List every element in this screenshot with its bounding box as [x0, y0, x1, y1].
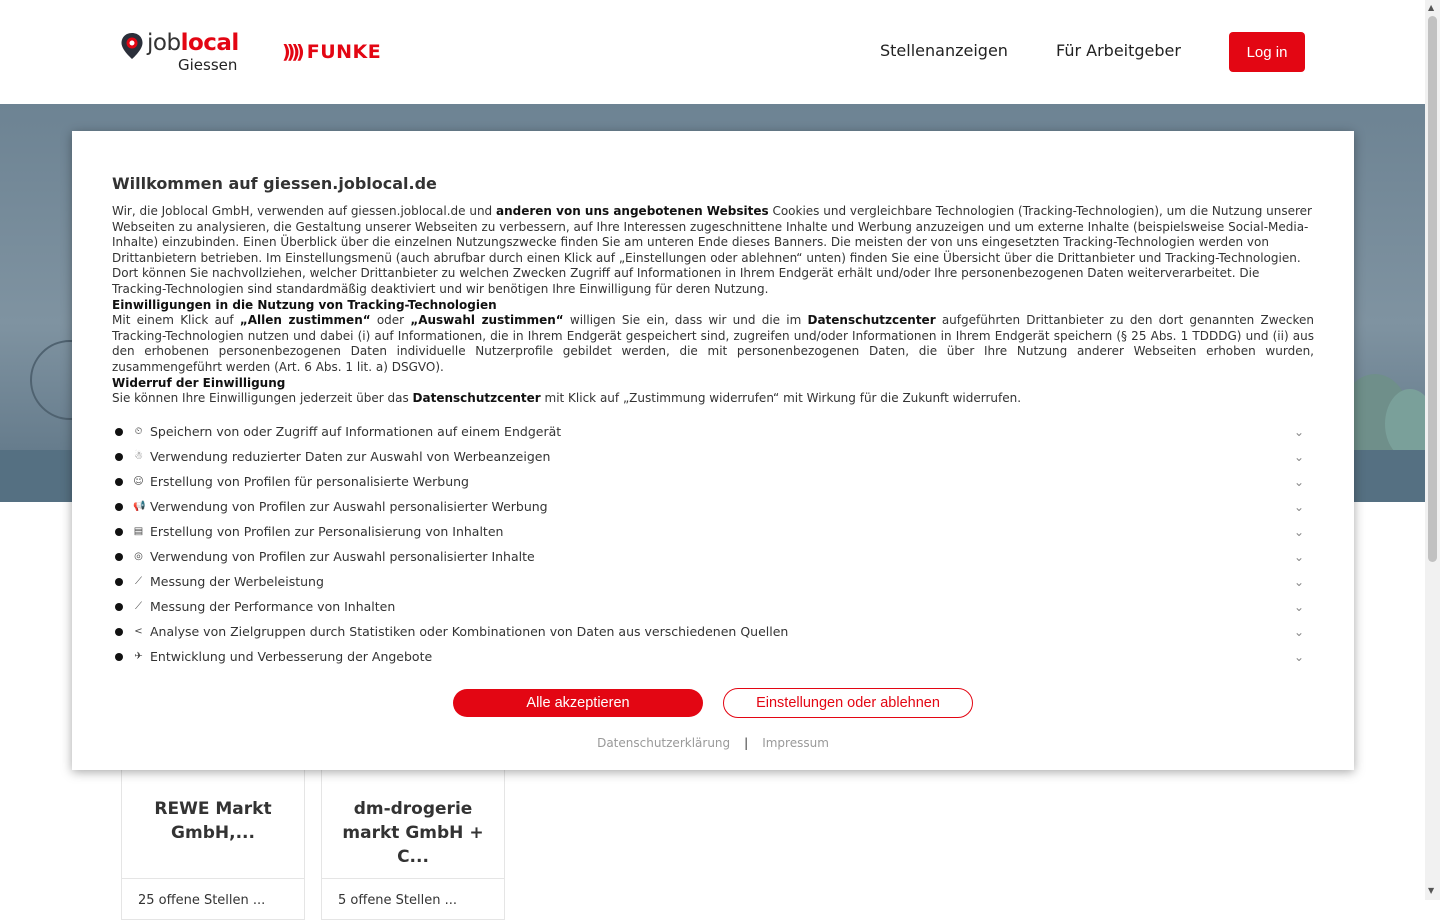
- purpose-item[interactable]: ⟋ Messung der Werbeleistung ⌄: [112, 569, 1314, 594]
- privacy-policy-link[interactable]: Datenschutzerklärung: [597, 736, 731, 750]
- chevron-down-icon[interactable]: ⌄: [1293, 650, 1304, 664]
- settings-or-reject-button[interactable]: Einstellungen oder ablehnen: [723, 688, 973, 718]
- page-scrollbar[interactable]: [1425, 0, 1440, 900]
- logo-wordmark: joblocal: [147, 30, 239, 56]
- accept-all-button[interactable]: Alle akzeptieren: [453, 689, 703, 717]
- nav-fuer-arbeitgeber[interactable]: Für Arbeitgeber: [1056, 41, 1181, 60]
- card-divider: [322, 878, 504, 879]
- scroll-down-icon[interactable]: ▼: [1428, 886, 1435, 895]
- bullet-icon: [115, 628, 123, 636]
- consent-heading-tracking: Einwilligungen in die Nutzung von Tracking-Technologien: [112, 297, 497, 312]
- consent-revoke-text: Sie können Ihre Einwilligungen jederzeit über das Datenschutzcenter mit Klick auf „Zustimmung widerrufen“ mit Wirkung für die Zukunft widerrufen.: [112, 391, 1022, 406]
- timer-icon: ⏲: [134, 426, 143, 437]
- bullet-icon: [115, 478, 123, 486]
- nav-stellenanzeigen[interactable]: Stellenanzeigen: [880, 41, 1008, 60]
- consent-title: Willkommen auf giessen.joblocal.de: [112, 174, 437, 193]
- bullet-icon: [115, 528, 123, 536]
- datenschutzcenter-link[interactable]: Datenschutzcenter: [412, 391, 541, 406]
- card-divider: [122, 878, 304, 879]
- purpose-item[interactable]: ◎ Verwendung von Profilen zur Auswahl personalisierter Inhalte ⌄: [112, 544, 1314, 569]
- rocket-icon: ✈: [134, 651, 143, 662]
- purpose-item[interactable]: ⏲ Speichern von oder Zugriff auf Informationen auf einem Endgerät ⌄: [112, 419, 1314, 444]
- bullet-icon: [115, 453, 123, 461]
- purpose-item[interactable]: < Analyse von Zielgruppen durch Statistiken oder Kombinationen von Daten aus verschiedenen Quellen ⌄: [112, 619, 1314, 644]
- chevron-down-icon[interactable]: ⌄: [1293, 475, 1304, 489]
- chevron-down-icon[interactable]: ⌄: [1293, 500, 1304, 514]
- purpose-item[interactable]: ☃ Verwendung reduzierter Daten zur Auswahl von Werbeanzeigen ⌄: [112, 444, 1314, 469]
- scroll-thumb[interactable]: [1428, 16, 1437, 562]
- company-name: REWE Markt GmbH,...: [154, 799, 272, 843]
- purpose-item[interactable]: ☺ Erstellung von Profilen für personalisierte Werbung ⌄: [112, 469, 1314, 494]
- chevron-down-icon[interactable]: ⌄: [1293, 575, 1304, 589]
- bullet-icon: [115, 653, 123, 661]
- target-icon: ◎: [134, 551, 143, 562]
- cookie-consent-dialog: [72, 131, 1354, 770]
- person-icon: ☃: [134, 451, 143, 462]
- funke-logo[interactable]: )))) FUNKE: [282, 41, 382, 63]
- company-card[interactable]: [321, 760, 505, 920]
- card-job-count: 25 offene Stellen ...: [138, 893, 266, 908]
- company-name: dm-drogerie markt GmbH + C...: [342, 799, 484, 867]
- share-icon: <: [134, 626, 143, 637]
- chevron-down-icon[interactable]: ⌄: [1293, 450, 1304, 464]
- login-button[interactable]: Log in: [1229, 32, 1305, 72]
- joblocal-logo[interactable]: [120, 30, 245, 76]
- consent-text: [112, 204, 1314, 407]
- chevron-down-icon[interactable]: ⌄: [1293, 525, 1304, 539]
- content-icon: ▤: [133, 526, 144, 537]
- purpose-item[interactable]: ▤ Erstellung von Profilen zur Personalisierung von Inhalten ⌄: [112, 519, 1314, 544]
- purpose-item[interactable]: ⟋ Messung der Performance von Inhalten ⌄: [112, 594, 1314, 619]
- site-header: [0, 0, 1425, 104]
- consent-footer-links: [72, 736, 1354, 750]
- chevron-down-icon[interactable]: ⌄: [1293, 625, 1304, 639]
- chevron-down-icon[interactable]: ⌄: [1293, 425, 1304, 439]
- purpose-item[interactable]: ✈ Entwicklung und Verbesserung der Angebote ⌄: [112, 644, 1314, 669]
- trend-icon: ⟋: [135, 576, 142, 587]
- purpose-item[interactable]: 📢 Verwendung von Profilen zur Auswahl personalisierter Werbung ⌄: [112, 494, 1314, 519]
- funke-chevrons-icon: )))): [282, 41, 301, 63]
- bullet-icon: [115, 503, 123, 511]
- bullet-icon: [115, 603, 123, 611]
- purpose-list: [112, 419, 1314, 669]
- datenschutzcenter-link[interactable]: Datenschutzcenter: [807, 313, 936, 328]
- profile-icon: ☺: [133, 476, 144, 487]
- bullet-icon: [115, 428, 123, 436]
- footer-separator: |: [744, 736, 749, 750]
- imprint-link[interactable]: Impressum: [762, 736, 829, 750]
- bullet-icon: [115, 578, 123, 586]
- megaphone-icon: 📢: [133, 501, 146, 512]
- consent-intro: Wir, die Joblocal GmbH, verwenden auf giessen.joblocal.de und anderen von uns angebotenen Websites Cookies und vergleichbare Technologien (Tracking-Technologien), um die Nutzung unserer Webseiten zu analysieren, die Gestaltung unserer Webseiten zu verbessern, auf Ihre Interessen zugeschnittene Inhalte und Werbung anzuzeigen und um externe Inhalte (beispielsweise Social-Media-Inhalte) einzubinden. Einen Überblick über die einzelnen Nutzungszwecke finden Sie am unteren Ende dieses Banners. Die meisten der von uns eingesetzten Tracking-Technologien werden von Drittanbietern betrieben. Im Einstellungsmenü (auch abrufbar durch einen Klick auf „Einstellungen oder ablehnen“ unten) finden Sie eine Übersicht über die Drittanbieter und Tracking-Technologien. Dort können Sie nachvollziehen, welcher Drittanbieter zu welchen Zwecken Zugriff auf Informationen in Ihrem Endgerät erhält und/oder Ihre personenbezogenen Daten weiterverarbeitet. Die Tracking-Technologien sind standardmäßig deaktiviert und wir benötigen Ihre Einwilligung für deren Nutzung.: [112, 204, 1312, 296]
- bullet-icon: [115, 553, 123, 561]
- logo-city: Giessen: [178, 56, 238, 74]
- chevron-down-icon[interactable]: ⌄: [1293, 600, 1304, 614]
- consent-tracking-text: Mit einem Klick auf „Allen zustimmen“ oder „Auswahl zustimmen“ willigen Sie ein, dass wir und die im Datenschutzcenter aufgeführten Drittanbieter zu den dort genannten Zwecken Tracking-Technologien nutzen und dabei (i) auf Informationen, die in Ihrem Endgerät gespeichert sind, zugreifen und/oder Informationen in Ihrem Endgerät speichern (§ 25 Abs. 1 TDDDG) und (ii) aus den erhobenen personenbezogenen Daten individuelle Nutzerprofile gebildet werden, die mit personenbezogenen Daten, die über Ihre Nutzung anderer Webseiten erhoben wurden, zusammengeführt werden (Art. 6 Abs. 1 lit. a) DSGVO).: [112, 313, 1315, 374]
- consent-heading-revoke: Widerruf der Einwilligung: [112, 375, 286, 390]
- trend-icon: ⟋: [135, 601, 142, 612]
- company-card[interactable]: [121, 760, 305, 920]
- location-pin-icon: [120, 32, 144, 60]
- scroll-up-icon[interactable]: ▲: [1428, 3, 1435, 12]
- card-job-count: 5 offene Stellen ...: [338, 893, 458, 908]
- chevron-down-icon[interactable]: ⌄: [1293, 550, 1304, 564]
